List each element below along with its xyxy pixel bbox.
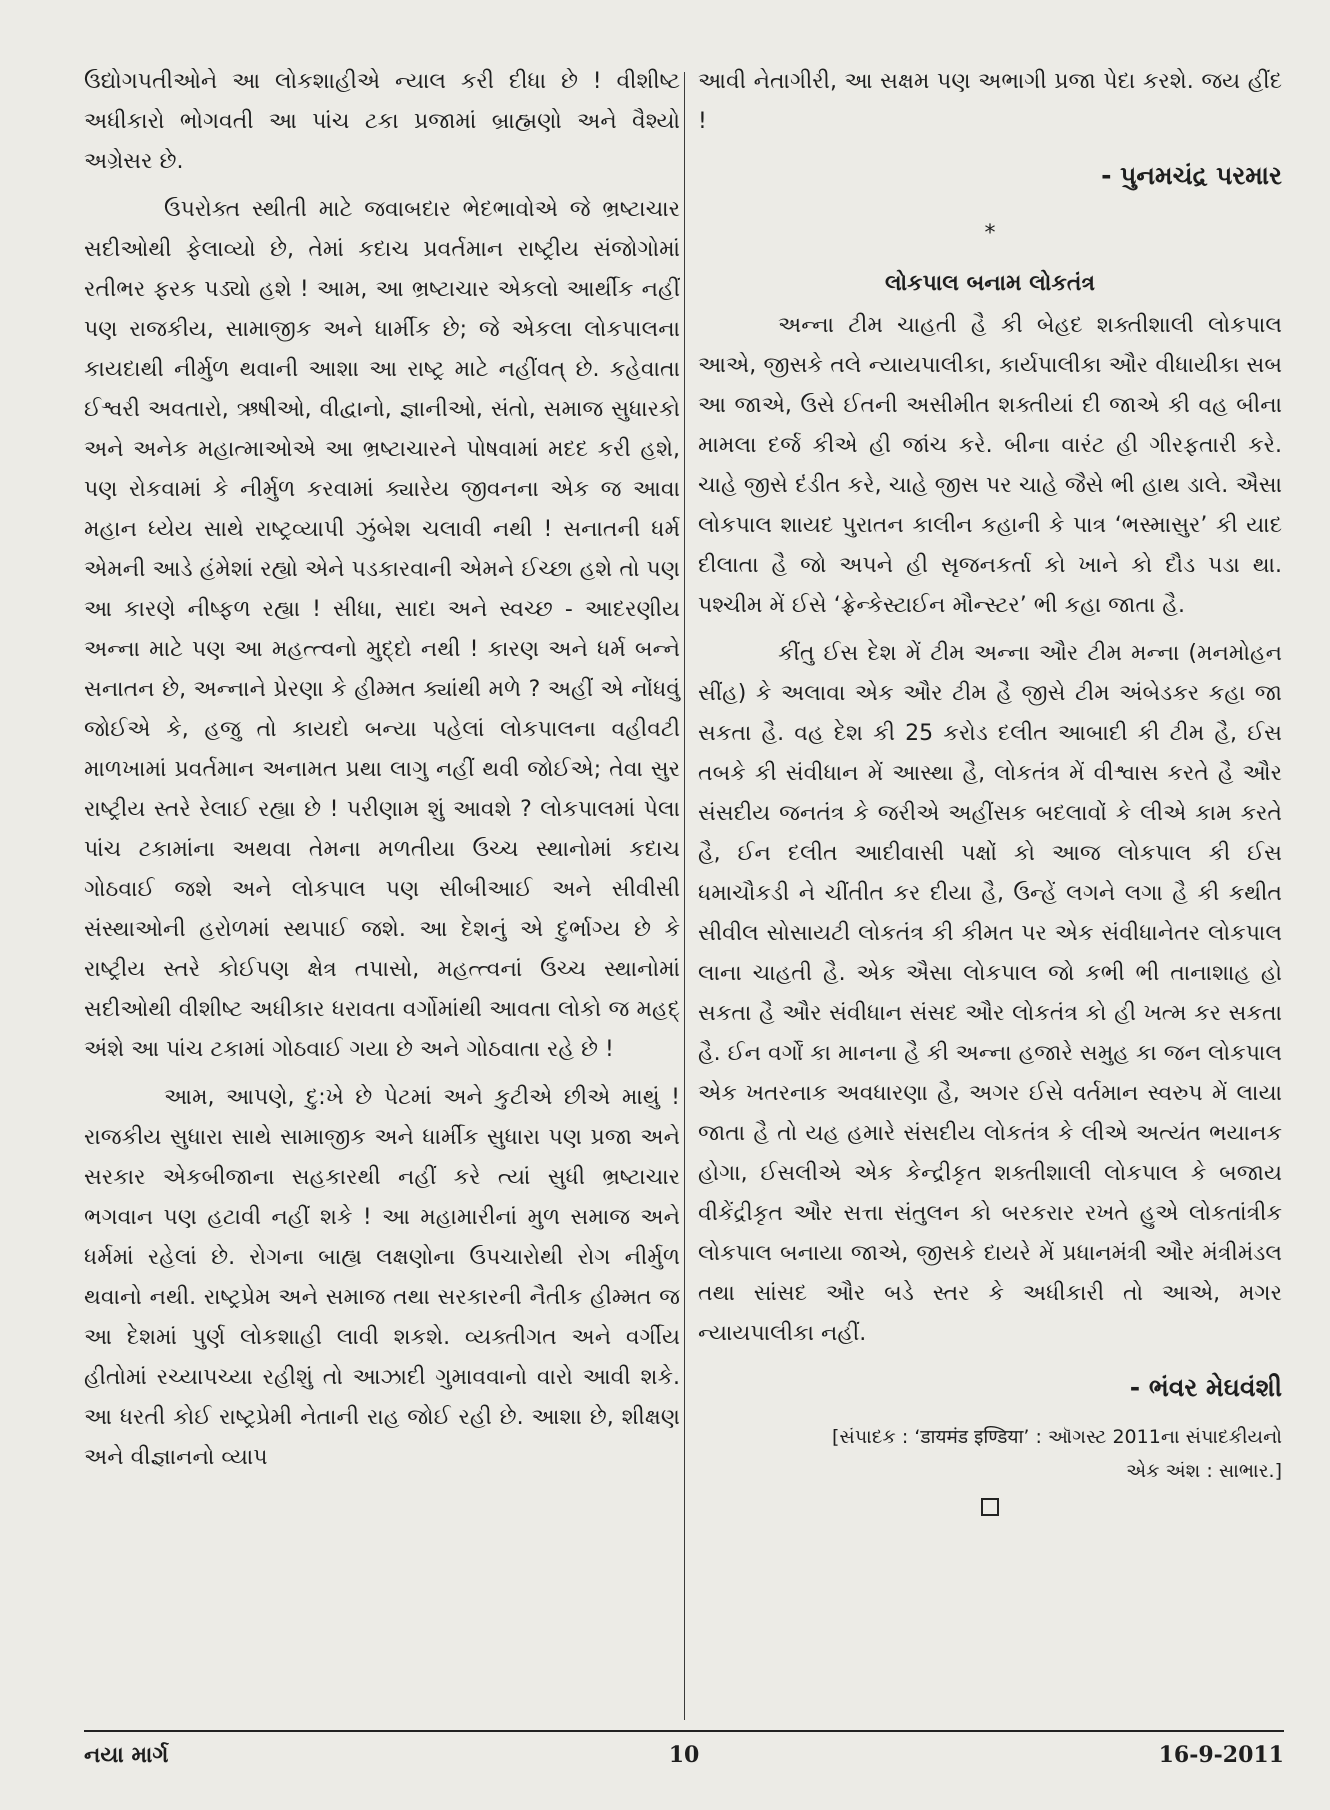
paragraph: ઉદ્યોગપતીઓને આ લોકશાહીએ ન્યાલ કરી દીધા છે ! વીશીષ્ટ અધીકારો ભોગવતી આ પાંચ ટકા પ્રજામાં બ્રાહ્મણો અને વૈશ્યો અગ્રેસર છે.	[84, 69, 680, 174]
paragraph: કીંતુ ઈસ દેશ મેં ટીમ અન્ના ઔર ટીમ મન્ના (મનમોહન સીંહ) કે અલાવા એક ઔર ટીમ હૈ જીસે ટીમ અંબેડકર કહા જા સકતા હૈ. વહ દેશ કી 25 કરોડ દલીત આબાદી કી ટીમ હૈ, ઈસ તબકે કી સંવીધાન મેં આસ્થા હૈ, લોકતંત્ર મેં વીશ્વાસ કરતે હૈ ઔર સંસદીય જનતંત્ર કે જરીએ અહીંસક બદલાવોં કે લીએ કામ કરતે હૈ, ઈન દલીત આદીવાસી પક્ષોં કો આજ લોકપાલ કી ઈસ ધમાચૌકડી ને ચીંતીત કર દીયા હૈ, ઉન્હેં લગને લગા હૈ કી કથીત સીવીલ સોસાયટી લોકતંત્ર કી કીમત પર એક સંવીધાનેતર લોકપાલ લાના ચાહતી હૈ. એક ઐસા લોકપાલ જો કભી ભી તાનાશાહ હો સકતા હૈ ઔર સંવીધાન સંસદ ઔર લોકતંત્ર કો હી ખત્મ કર સકતા હૈ. ઈન વર્ગોં કા માનના હૈ કી અન્ના હજારે સમુહ કા જન લોકપાલ એક ખતરનાક અવધારણા હૈ, અગર ઈસે વર્તમાન સ્વરુપ મેં લાયા જાતા હૈ તો યહ હમારે સંસદીય લોકતંત્ર કે લીએ અત્યંત ભયાનક હોગા, ઈસલીએ એક કેન્દ્રીકૃત શક્તીશાલી લોકપાલ કે બજાય વીકેંદ્રીકૃત ઔર સત્તા સંતુલન કો બરકરાર રખતે હુએ લોકતાંત્રીક લોકપાલ બનાયા જાએ, જીસકે દાયરે મેં પ્રધાનમંત્રી ઔર મંત્રીમંડલ તથા સાંસદ ઔર બડે સ્તર કે અધીકારી તો આએ, મગર ન્યાયપાલીકા નહીં.	[698, 641, 1282, 1346]
article-title: લોકપાલ બનામ લોકતંત્ર	[884, 271, 1096, 296]
publication-name: નયા માર્ગ	[84, 1742, 169, 1768]
paragraph: આવી નેતાગીરી, આ સક્ષમ પણ અભાગી પ્રજા પેદા કરશે. જય હીંદ !	[698, 69, 1282, 134]
author-signature: - પુનમચંદ્ર પરમાર	[1101, 161, 1282, 190]
paragraph: આમ, આપણે, દુ:ખે છે પેટમાં અને કુટીએ છીએ માથું ! રાજકીય સુધારા સાથે સામાજીક અને ધાર્મીક સુધારા પણ પ્રજા અને સરકાર એકબીજાના સહકારથી નહીં કરે ત્યાં સુધી ભ્રષ્ટાચાર ભગવાન પણ હટાવી નહીં શકે ! આ મહામારીનાં મુળ સમાજ અને ધર્મમાં રહેલાં છે. રોગના બાહ્ય લક્ષણોના ઉપચારોથી રોગ નીર્મુળ થવાનો નથી. રાષ્ટ્રપ્રેમ અને સમાજ તથા સરકારની નૈતીક હીમ્મત જ આ દેશમાં પુર્ણ લોકશાહી લાવી શકશે. વ્યક્તીગત અને વર્ગીય હીતોમાં રચ્યાપચ્યા રહીશું તો આઝાદી ગુમાવવાનો વારો આવી શકે. આ ધરતી કોઈ રાષ્ટ્રપ્રેમી નેતાની રાહ જોઈ રહી છે. આશા છે, શીક્ષણ અને વીજ્ઞાનનો વ્યાપ	[84, 1085, 680, 1470]
end-mark-icon	[981, 1498, 999, 1516]
right-column	[698, 62, 1282, 1516]
footer-rule	[84, 1730, 1284, 1732]
editor-note	[698, 1420, 1282, 1488]
section-separator: *	[984, 221, 996, 246]
page-number: 10	[668, 1742, 700, 1768]
left-column	[84, 62, 680, 1486]
author-signature: - ભંવર મેઘવંશી	[1129, 1373, 1282, 1402]
editor-note-line: એક અંશ : સાભાર.]	[1126, 1460, 1282, 1482]
issue-date: 16-9-2011	[1158, 1742, 1284, 1768]
editor-note-line: [સંપાદક : ‘डायमंड इण्डिया’ : ઑગસ્ટ 2011ના સંપાદકીયનો	[832, 1426, 1282, 1448]
page-footer	[84, 1742, 1284, 1782]
paragraph: ઉપરોક્ત સ્થીતી માટે જવાબદાર ભેદભાવોએ જે ભ્રષ્ટાચાર સદીઓથી ફેલાવ્યો છે, તેમાં કદાચ પ્રવર્તમાન રાષ્ટ્રીય સંજોગોમાં રતીભર ફરક પડ્યો હશે ! આમ, આ ભ્રષ્ટાચાર એકલો આર્થીક નહીં પણ રાજકીય, સામાજીક અને ધાર્મીક છે; જે એકલા લોકપાલના કાયદાથી નીર્મુળ થવાની આશા આ રાષ્ટ્ર માટે નહીંવત્ છે. કહેવાતા ઈશ્વરી અવતારો, ઋષીઓ, વીદ્વાનો, જ્ઞાનીઓ, સંતો, સમાજ સુધારકો અને અનેક મહાત્માઓએ આ ભ્રષ્ટાચારને પોષવામાં મદદ કરી હશે, પણ રોકવામાં કે નીર્મુળ કરવામાં ક્યારેય જીવનના એક જ આવા મહાન ધ્યેય સાથે રાષ્ટ્રવ્યાપી ઝુંબેશ ચલાવી નથી ! સનાતની ધર્મ એમની આડે હંમેશાં રહ્યો એને પડકારવાની એમને ઈચ્છા હશે તો પણ આ કારણે નીષ્ફળ રહ્યા ! સીધા, સાદા અને સ્વચ્છ - આદરણીય અન્ના માટે પણ આ મહત્ત્વનો મુદ્દો નથી ! કારણ અને ધર્મ બન્ને સનાતન છે, અન્નાને પ્રેરણા કે હીમ્મત ક્યાંથી મળે ? અહીં એ નોંધવું જોઈએ કે, હજુ તો કાયદો બન્યા પહેલાં લોકપાલના વહીવટી માળખામાં પ્રવર્તમાન અનામત પ્રથા લાગુ નહીં થવી જોઈએ; તેવા સુર રાષ્ટ્રીય સ્તરે રેલાઈ રહ્યા છે ! પરીણામ શું આવશે ? લોકપાલમાં પેલા પાંચ ટકામાંના અથવા તેમના મળતીયા ઉચ્ચ સ્થાનોમાં કદાચ ગોઠવાઈ જશે અને લોકપાલ પણ સીબીઆઈ અને સીવીસી સંસ્થાઓની હરોળમાં સ્થપાઈ જશે. આ દેશનું એ દુર્ભાગ્ય છે કે રાષ્ટ્રીય સ્તરે કોઈપણ ક્ષેત્ર તપાસો, મહત્ત્વનાં ઉચ્ચ સ્થાનોમાં સદીઓથી વીશીષ્ટ અધીકાર ધરાવતા વર્ગોમાંથી આવતા લોકો જ મહદ્ અંશે આ પાંચ ટકામાં ગોઠવાઈ ગયા છે અને ગોઠવાતા રહે છે !	[84, 197, 680, 1062]
column-divider	[684, 72, 685, 1720]
paragraph: અન્ના ટીમ ચાહતી હૈ કી બેહદ શક્તીશાલી લોકપાલ આએ, જીસકે તલે ન્યાયપાલીકા, કાર્યપાલીકા ઔર વીધાયીકા સબ આ જાએ, ઉસે ઈતની અસીમીત શક્તીયાં દી જાએ કી વહ બીના મામલા દર્જ કીએ હી જાંચ કરે. બીના વારંટ હી ગીરફતારી કરે. ચાહે જીસે દંડીત કરે, ચાહે જીસ પર ચાહે જૈસે ભી હાથ ડાલે. ઐસા લોકપાલ શાયદ પુરાતન કાલીન કહાની કે પાત્ર ‘ભસ્માસુર’ કી યાદ દીલાતા હૈ જો અપને હી સૃજનકર્તા કો ખાને કો દૌડ પડા થા. પશ્ચીમ મેં ઈસે ‘ફ્રેન્કેસ્ટાઈન મૌન્સ્ટર’ ભી કહા જાતા હૈ.	[698, 313, 1282, 618]
